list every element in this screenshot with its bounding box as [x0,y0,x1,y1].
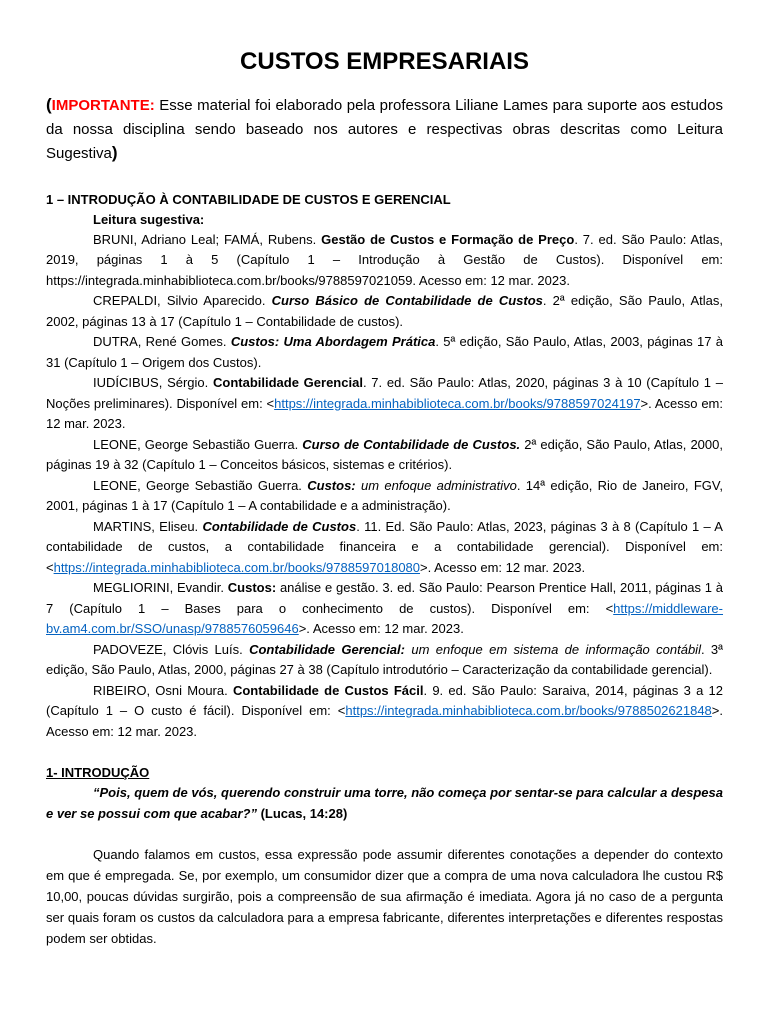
epigraph-quote: “Pois, quem de vós, querendo construir uma torre, não começa por sentar-se para calcular a despesa e ver se possui com que acabar?” (Lucas, 14:28) [46,785,723,821]
close-paren: ) [111,143,118,162]
reference-item: LEONE, George Sebastião Guerra. Custos: um enfoque administrativo. 14ª edição, Rio de Janeiro, FGV, 2001, páginas 1 à 17 (Capítulo 1 – A contabilidade e a administração). [46,477,723,513]
section-1-heading: 1 – INTRODUÇÃO À CONTABILIDADE DE CUSTOS E GERENCIAL [46,191,451,207]
reference-link[interactable]: https://middleware-bv.am4.com.br/SSO/unasp/9788576059646 [46,600,723,636]
reference-item: MARTINS, Eliseu. Contabilidade de Custos. 11. Ed. São Paulo: Atlas, 2023, páginas 3 à 8 (Capítulo 1 – A contabilidade de custos, a contabilidade financeira e a contabilidade gerencial). Disponível em: <https://integrada.minhabiblioteca.com.br/books/9788597018080>. Acesso em: 12 mar. 2023. [46,518,723,575]
page-title: CUSTOS EMPRESARIAIS [240,48,529,75]
reference-item: DUTRA, René Gomes. Custos: Uma Abordagem Prática. 5ª edição, São Paulo, Atlas, 2003, páginas 17 à 31 (Capítulo 1 – Origem dos Custos). [46,334,723,370]
reference-item: IUDÍCIBUS, Sérgio. Contabilidade Gerencial. 7. ed. São Paulo: Atlas, 2020, páginas 3 à 10 (Capítulo 1 – Noções preliminares). Disponível em: <https://integrada.minhabiblioteca.com.br/books/9788597024197>. Acesso em: 12 mar. 2023. [46,375,724,431]
reference-item: CREPALDI, Silvio Aparecido. Curso Básico de Contabilidade de Custos. 2ª edição, São Paulo, Atlas, 2002, páginas 13 à 17 (Capítulo 1 – Contabilidade de custos). [46,293,723,329]
reference-link[interactable]: https://integrada.minhabiblioteca.com.br/books/9788597024197 [274,395,641,411]
reference-item: MEGLIORINI, Evandir. Custos: análise e gestão. 3. ed. São Paulo: Pearson Prentice Hall, 2011, páginas 1 à 7 (Capítulo 1 – Bases para o conhecimento de custos). Disponível em: <https://middleware-bv.am4.com.br/SSO/unasp/9788576059646>. Acesso em: 12 mar. 2023. [46,580,723,636]
body-paragraph: Quando falamos em custos, essa expressão pode assumir diferentes conotações a depender do contexto em que é empregada. Se, por exemplo, um consumidor dizer que a compra de uma nova calculadora lhe custou R$ 10,00, poucas dúvidas surgirão, pois a compreensão de sua afirmação é imediata. Agora já no caso de a pergunta ser quais foram os custos da calculadora para a empresa fabricante, diferentes interpretações e diferentes respostas podem ser obtidas. [46,847,723,946]
important-label: IMPORTANTE: [51,97,155,114]
reading-label: Leitura sugestiva: [93,211,205,227]
reference-link[interactable]: https://integrada.minhabiblioteca.com.br/books/9788502621848 [345,703,712,718]
section-2-heading: 1- INTRODUÇÃO [46,765,150,780]
open-paren: ( [46,95,52,114]
reference-item: RIBEIRO, Osni Moura. Contabilidade de Custos Fácil. 9. ed. São Paulo: Saraiva, 2014, páginas 3 a 12 (Capítulo 1 – O custo é fácil). Disponível em: <https://integrada.minhabiblioteca.com.br/books/9788502621848>. Acesso em: 12 mar. 2023. [46,682,723,739]
reference-link[interactable]: https://integrada.minhabiblioteca.com.br/books/9788597018080 [53,559,421,575]
intro-text: Esse material foi elaborado pela professora Liliane Lames para suporte aos estudos da nossa disciplina sendo baseado nos autores e respectivas obras descritas como Leitura Sugestiva [46,97,723,162]
reference-item: LEONE, George Sebastião Guerra. Curso de Contabilidade de Custos. 2ª edição, São Paulo, Atlas, 2000, páginas 19 à 32 (Capítulo 1 – Conceitos básicos, sistemas e critérios). [46,436,723,472]
intro-note [46,93,723,166]
reference-item: BRUNI, Adriano Leal; FAMÁ, Rubens. Gestão de Custos e Formação de Preço. 7. ed. São Paulo: Atlas, 2019, páginas 1 à 5 (Capítulo 1 – Introdução à Gestão de Custos). Disponível em: https://integrada.minhabiblioteca.com.br/books/9788597021059. Acesso em: 12 mar. 2023. [46,231,723,288]
reference-item: PADOVEZE, Clóvis Luís. Contabilidade Gerencial: um enfoque em sistema de informação contábil. 3ª edição, São Paulo, Atlas, 2000, páginas 27 à 38 (Capítulo introdutório – Caracterização da contabilidade gerencial). [46,641,723,677]
